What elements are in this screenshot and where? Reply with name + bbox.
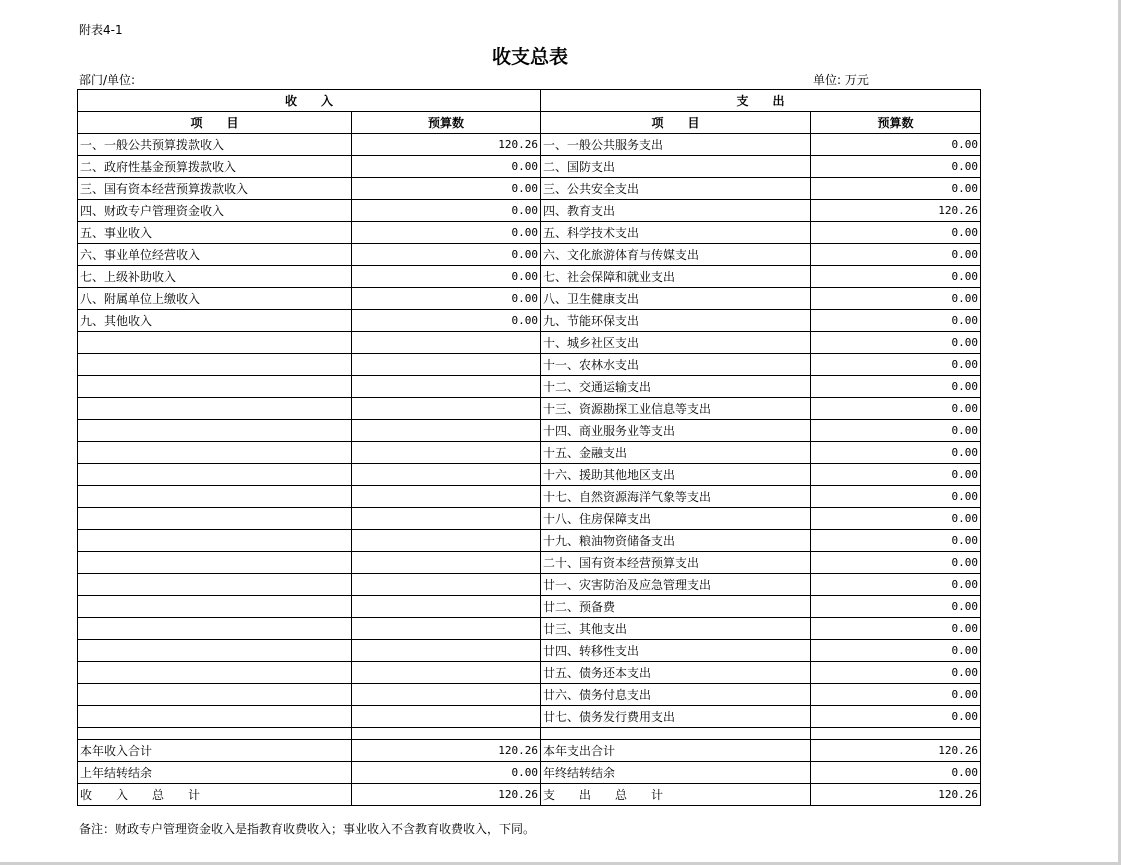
- income-value-cell: [352, 618, 541, 640]
- income-value-cell: [352, 376, 541, 398]
- expense-item-cell: 三、公共安全支出: [541, 178, 811, 200]
- income-value-cell: [352, 728, 541, 740]
- page-title: 收支总表: [491, 46, 568, 68]
- expense-item-cell: 廿一、灾害防治及应急管理支出: [541, 574, 811, 596]
- income-item-cell: 五、事业收入: [78, 222, 352, 244]
- expense-header: 支 出: [541, 90, 981, 112]
- income-item-cell: [78, 684, 352, 706]
- income-value-cell: 0.00: [352, 244, 541, 266]
- income-item-cell: [78, 618, 352, 640]
- table-row: [78, 420, 981, 442]
- total-row: [78, 784, 981, 806]
- expense-item-cell: 十三、资源勘探工业信息等支出: [541, 398, 811, 420]
- table-row: [78, 266, 981, 288]
- income-value-cell: [352, 354, 541, 376]
- expense-item-cell: 廿二、预备费: [541, 596, 811, 618]
- expense-value-cell: 120.26: [811, 740, 981, 762]
- income-item-cell: [78, 464, 352, 486]
- income-item-cell: [78, 332, 352, 354]
- table-row: [78, 376, 981, 398]
- expense-item-cell: 十一、农林水支出: [541, 354, 811, 376]
- income-item-cell: 六、事业单位经营收入: [78, 244, 352, 266]
- income-value-cell: [352, 574, 541, 596]
- table-row: [78, 156, 981, 178]
- footnote: 备注：财政专户管理资金收入是指教育收费收入；事业收入不含教育收费收入，下同。: [79, 822, 536, 836]
- income-item-cell: [78, 420, 352, 442]
- expense-value-cell: 0.00: [811, 684, 981, 706]
- expense-item-cell: 二、国防支出: [541, 156, 811, 178]
- expense-item-cell: 十七、自然资源海洋气象等支出: [541, 486, 811, 508]
- table-row: [78, 662, 981, 684]
- table-row: [78, 134, 981, 156]
- table-row: [78, 310, 981, 332]
- income-value-cell: [352, 332, 541, 354]
- income-value-cell: 0.00: [352, 288, 541, 310]
- table-row: [78, 222, 981, 244]
- total-row: [78, 740, 981, 762]
- expense-item-cell: 十二、交通运输支出: [541, 376, 811, 398]
- expense-value-cell: 0.00: [811, 354, 981, 376]
- income-value-cell: [352, 596, 541, 618]
- income-item-column-header: 项 目: [78, 112, 352, 134]
- table-row: [78, 618, 981, 640]
- expense-value-cell: [811, 728, 981, 740]
- income-value-cell: [352, 706, 541, 728]
- table-row: [78, 706, 981, 728]
- expense-item-cell: 二十、国有资本经营预算支出: [541, 552, 811, 574]
- expense-value-cell: 0.00: [811, 332, 981, 354]
- income-value-cell: 0.00: [352, 266, 541, 288]
- expense-item-cell: 廿六、债务付息支出: [541, 684, 811, 706]
- table-row: [78, 684, 981, 706]
- expense-item-cell: 本年支出合计: [541, 740, 811, 762]
- income-value-cell: [352, 442, 541, 464]
- income-item-cell: 四、财政专户管理资金收入: [78, 200, 352, 222]
- income-value-cell: 120.26: [352, 784, 541, 806]
- attachment-label: 附表4-1: [79, 23, 123, 37]
- table-row: [78, 508, 981, 530]
- income-value-cell: 0.00: [352, 200, 541, 222]
- expense-item-cell: 年终结转结余: [541, 762, 811, 784]
- table-row: [78, 244, 981, 266]
- income-item-cell: [78, 574, 352, 596]
- income-item-cell: [78, 552, 352, 574]
- income-item-cell: 收 入 总 计: [78, 784, 352, 806]
- income-item-cell: [78, 662, 352, 684]
- column-header-row: [78, 112, 981, 134]
- table-row: [78, 288, 981, 310]
- expense-item-cell: 十六、援助其他地区支出: [541, 464, 811, 486]
- expense-value-cell: 0.00: [811, 376, 981, 398]
- table-row: [78, 530, 981, 552]
- income-item-cell: 七、上级补助收入: [78, 266, 352, 288]
- expense-value-cell: 120.26: [811, 784, 981, 806]
- income-item-cell: [78, 640, 352, 662]
- expense-value-cell: 0.00: [811, 618, 981, 640]
- income-value-cell: [352, 640, 541, 662]
- expense-item-cell: 十五、金融支出: [541, 442, 811, 464]
- department-label: 部门/单位:: [79, 73, 136, 87]
- income-item-cell: [78, 508, 352, 530]
- income-item-cell: [78, 442, 352, 464]
- income-value-cell: 0.00: [352, 156, 541, 178]
- table-row: [78, 552, 981, 574]
- expense-value-cell: 0.00: [811, 420, 981, 442]
- income-value-cell: [352, 684, 541, 706]
- table-row: [78, 486, 981, 508]
- spacer-row: [78, 728, 981, 740]
- table-row: [78, 354, 981, 376]
- expense-value-cell: 0.00: [811, 640, 981, 662]
- expense-value-cell: 0.00: [811, 530, 981, 552]
- expense-value-cell: 0.00: [811, 442, 981, 464]
- income-value-cell: 120.26: [352, 134, 541, 156]
- expense-item-cell: 一、一般公共服务支出: [541, 134, 811, 156]
- expense-value-cell: 0.00: [811, 156, 981, 178]
- income-item-cell: 八、附属单位上缴收入: [78, 288, 352, 310]
- table-row: [78, 574, 981, 596]
- table-row: [78, 332, 981, 354]
- income-item-cell: 三、国有资本经营预算拨款收入: [78, 178, 352, 200]
- income-item-cell: [78, 486, 352, 508]
- expense-item-column-header: 项 目: [541, 112, 811, 134]
- table-row: [78, 178, 981, 200]
- table-row: [78, 596, 981, 618]
- expense-value-cell: 0.00: [811, 310, 981, 332]
- section-header-row: [78, 90, 981, 112]
- expense-value-cell: 0.00: [811, 464, 981, 486]
- table-row: [78, 640, 981, 662]
- table-row: [78, 398, 981, 420]
- income-value-cell: [352, 486, 541, 508]
- income-value-cell: 0.00: [352, 310, 541, 332]
- income-item-cell: [78, 376, 352, 398]
- expense-value-cell: 0.00: [811, 398, 981, 420]
- table-row: [78, 200, 981, 222]
- expense-value-cell: 0.00: [811, 266, 981, 288]
- budget-summary-table: [77, 89, 981, 806]
- income-value-cell: [352, 530, 541, 552]
- expense-value-cell: 0.00: [811, 178, 981, 200]
- expense-item-cell: 十八、住房保障支出: [541, 508, 811, 530]
- income-value-cell: [352, 508, 541, 530]
- income-value-cell: 0.00: [352, 762, 541, 784]
- total-row: [78, 762, 981, 784]
- table-row: [78, 464, 981, 486]
- expense-budget-column-header: 预算数: [811, 112, 981, 134]
- expense-item-cell: 九、节能环保支出: [541, 310, 811, 332]
- expense-item-cell: 十、城乡社区支出: [541, 332, 811, 354]
- table-row: [78, 442, 981, 464]
- expense-item-cell: 四、教育支出: [541, 200, 811, 222]
- income-value-cell: [352, 420, 541, 442]
- expense-value-cell: 0.00: [811, 244, 981, 266]
- expense-item-cell: [541, 728, 811, 740]
- expense-item-cell: 十四、商业服务业等支出: [541, 420, 811, 442]
- income-budget-column-header: 预算数: [352, 112, 541, 134]
- income-item-cell: [78, 398, 352, 420]
- expense-item-cell: 六、文化旅游体育与传媒支出: [541, 244, 811, 266]
- income-item-cell: 本年收入合计: [78, 740, 352, 762]
- income-item-cell: 上年结转结余: [78, 762, 352, 784]
- income-item-cell: [78, 354, 352, 376]
- expense-value-cell: 0.00: [811, 596, 981, 618]
- income-value-cell: [352, 398, 541, 420]
- expense-value-cell: 0.00: [811, 508, 981, 530]
- expense-item-cell: 廿五、债务还本支出: [541, 662, 811, 684]
- expense-value-cell: 0.00: [811, 662, 981, 684]
- expense-value-cell: 0.00: [811, 762, 981, 784]
- expense-value-cell: 0.00: [811, 134, 981, 156]
- income-value-cell: [352, 662, 541, 684]
- expense-item-cell: 廿四、转移性支出: [541, 640, 811, 662]
- expense-value-cell: 120.26: [811, 200, 981, 222]
- expense-item-cell: 廿七、债务发行费用支出: [541, 706, 811, 728]
- income-item-cell: [78, 596, 352, 618]
- expense-item-cell: 五、科学技术支出: [541, 222, 811, 244]
- expense-item-cell: 八、卫生健康支出: [541, 288, 811, 310]
- expense-item-cell: 廿三、其他支出: [541, 618, 811, 640]
- expense-item-cell: 支 出 总 计: [541, 784, 811, 806]
- unit-label: 单位: 万元: [813, 73, 869, 87]
- income-item-cell: [78, 706, 352, 728]
- income-item-cell: 二、政府性基金预算拨款收入: [78, 156, 352, 178]
- income-value-cell: 120.26: [352, 740, 541, 762]
- income-item-cell: [78, 728, 352, 740]
- expense-value-cell: 0.00: [811, 486, 981, 508]
- expense-value-cell: 0.00: [811, 552, 981, 574]
- income-item-cell: [78, 530, 352, 552]
- income-item-cell: 一、一般公共预算拨款收入: [78, 134, 352, 156]
- income-value-cell: [352, 552, 541, 574]
- income-item-cell: 九、其他收入: [78, 310, 352, 332]
- expense-item-cell: 七、社会保障和就业支出: [541, 266, 811, 288]
- income-value-cell: 0.00: [352, 178, 541, 200]
- expense-value-cell: 0.00: [811, 288, 981, 310]
- income-value-cell: [352, 464, 541, 486]
- expense-item-cell: 十九、粮油物资储备支出: [541, 530, 811, 552]
- expense-value-cell: 0.00: [811, 574, 981, 596]
- income-value-cell: 0.00: [352, 222, 541, 244]
- expense-value-cell: 0.00: [811, 222, 981, 244]
- expense-value-cell: 0.00: [811, 706, 981, 728]
- income-header: 收 入: [78, 90, 541, 112]
